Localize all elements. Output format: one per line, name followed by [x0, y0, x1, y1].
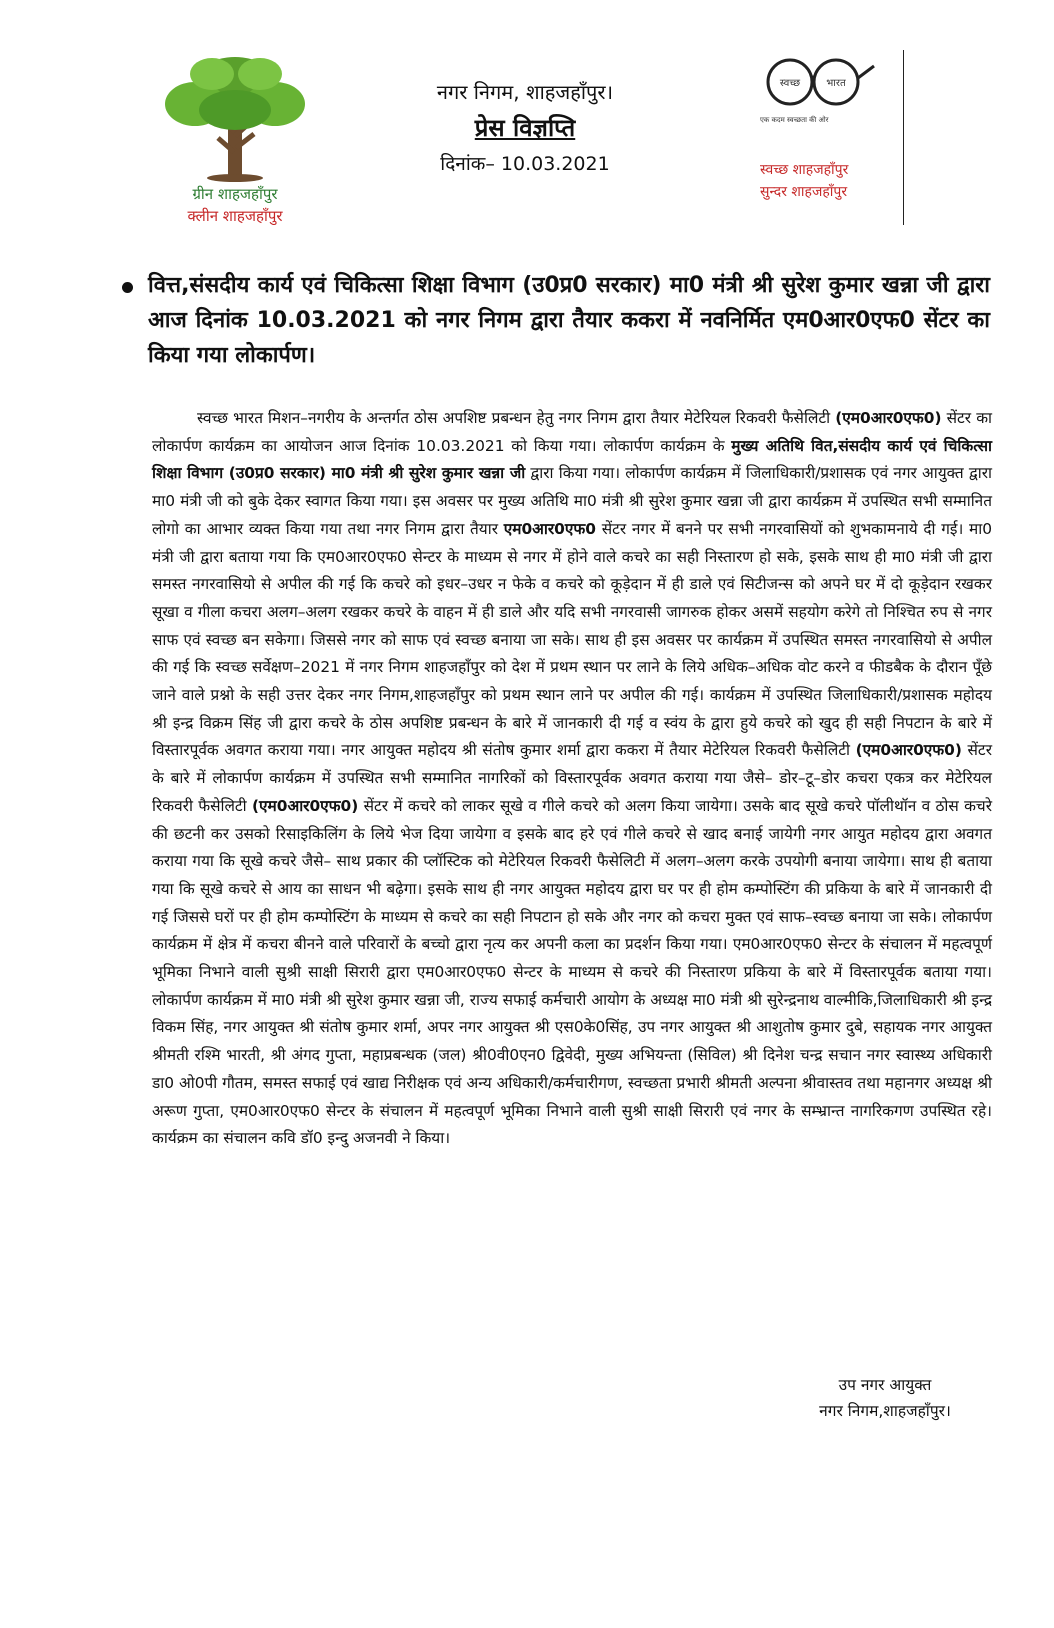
document-date: दिनांक– 10.03.2021: [440, 153, 610, 175]
body-bold-2: मुख्य अतिथि वित,संसदीय कार्य एवं चिकित्सा शिक्षा विभाग (उ0प्र0 सरकार) मा0 मंत्री श्री सुरेश कुमार खन्ना जी: [152, 436, 992, 483]
body-text-1: स्वच्छ भारत मिशन–नगरीय के अन्तर्गत ठोस अपशिष्ट प्रबन्धन हेतु नगर निगम द्वारा तैयार मेटेरियल रिकवरी फैसेलिटी: [197, 409, 836, 427]
body-text-2: सेंटर का लोकार्पण कार्यक्रम का आयोजन आज दिनांक 10.03.2021 को किया गया। लोकार्पण कार्यक्रम के: [152, 409, 992, 455]
glasses-left-label: स्वच्छ: [779, 78, 801, 89]
green-logo-line1: ग्रीन शाहजहाँपुर: [192, 185, 278, 203]
header-vertical-rule: [903, 50, 904, 225]
swachh-tagline: एक कदम स्वच्छता की ओर: [760, 116, 829, 124]
swachh-line2: सुन्दर शाहजहाँपुर: [760, 184, 848, 200]
body-text-3: द्वारा किया गया। लोकार्पण कार्यक्रम में जिलाधिकारी/प्रशासक एवं नगर आयुक्त द्वारा मा0 मंत्री जी को बुके देकर स्वागत किया गया। इस अवसर पर मुख्य अतिथि मा0 मंत्री श्री सुरेश कुमार खन्ना जी द्वारा कार्यक्रम में उपस्थित सभी सम्मानित लोगो का आभार व्यक्त किया गया तथा नगर निगम द्वारा तैयार: [152, 464, 992, 538]
body-bold-5: (एम0आर0एफ0): [251, 796, 359, 815]
headline: वित्त,संसदीय कार्य एवं चिकित्सा शिक्षा विभाग (उ0प्र0 सरकार) मा0 मंत्री श्री सुरेश कुमार खन्ना जी द्वारा आज दिनांक 10.03.2021 को नगर निगम द्वारा तैयार ककरा में नवनिर्मित एम0आर0एफ0 सेंटर का किया गया लोकार्पण।: [148, 273, 990, 368]
document-title: प्रेस विज्ञप्ति: [474, 114, 576, 142]
glasses-right-label: भारत: [826, 78, 846, 89]
tree-icon: [160, 52, 310, 182]
swachh-bharat-logo: [760, 52, 880, 222]
swachh-line1: स्वच्छ शाहजहाँपुर: [760, 162, 849, 178]
bullet-icon: [122, 282, 133, 293]
organization-name: नगर निगम, शाहजहाँपुर।: [436, 80, 614, 104]
body-text-6: सेंटर में कचरे को लाकर सूखे व गीले कचरे को अलग किया जायेगा। उसके बाद सूखे कचरे पॉलीथॉन व ठोस कचरे की छटनी कर उसको रिसाइकिलिंग के लिये भेज दिया जायेगा व इसके बाद हरे एवं गीले कचरे से खाद बनाई जायेगी नगर आयुत महोदय द्वारा अवगत कराया गया कि सूखे कचरे जैसे– साथ प्रकार की प्लॉस्टिक को मेटेरियल रिकवरी फैसेलिटी में अलग–अलग करके उपयोगी बनाया जायेगा। साथ ही बताया गया कि सूखे कचरे से आय का साधन भी बढ़ेगा। इसके साथ ही नगर आयुक्त महोदय द्वारा घर पर ही होम कम्पोस्टिंग की प्रकिया के बारे में जानकारी दी गई जिससे घरों पर ही होम कम्पोस्टिंग के माध्यम से कचरे का सही निपटान हो सके और नगर को कचरा मुक्त एवं साफ–स्वच्छ बनाया जा सके। लोकार्पण कार्यक्रम में क्षेत्र में कचरा बीनने वाले परिवारों के बच्चो द्वारा नृत्य कर अपनी कला का प्रदर्शन किया गया। एम0आर0एफ0 सेन्टर के संचालन में महत्वपूर्ण भूमिका निभाने वाली सुश्री साक्षी सिरारी द्वारा एम0आर0एफ0 सेन्टर के माध्यम से कचरे की निस्तारण प्रकिया के बारे में विस्तारपूर्वक बताया गया। लोकार्पण कार्यक्रम में मा0 मंत्री श्री सुरेश कुमार खन्ना जी, राज्य सफाई कर्मचारी आयोग के अध्यक्ष मा0 मंत्री श्री सुरेन्द्रनाथ वाल्मीकि,जिलाधिकारी श्री इन्द्र विकम सिंह, नगर आयुक्त श्री संतोष कुमार शर्मा, अपर नगर आयुक्त श्री एस0के0सिंह, उप नगर आयुक्त श्री आशुतोष कुमार दुबे, सहायक नगर आयुक्त श्रीमती रश्मि भारती, श्री अंगद गुप्ता, महाप्रबन्धक (जल) श्री0वी0एन0 द्विवेदी, मुख्य अभियन्ता (सिविल) श्री दिनेश चन्द्र सचान नगर स्वास्थ्य अधिकारी डा0 ओ0पी गौतम, समस्त सफाई एवं खाद्य निरीक्षक एवं अन्य अधिकारी/कर्मचारीगण, स्वच्छता प्रभारी श्रीमती अल्पना श्रीवास्तव तथा महानगर अध्यक्ष श्री अरूण गुप्ता, एम0आर0एफ0 सेन्टर के संचालन में महत्वपूर्ण भूमिका निभाने वाली सुश्री साक्षी सिरारी एवं नगर के सम्भ्रान्त नागरिकगण उपस्थित रहे। कार्यक्रम का संचालन कवि डॉ0 इन्दु अजनवी ने किया।: [152, 796, 992, 1148]
green-logo-line2: क्लीन शाहजहाँपुर: [187, 207, 283, 225]
body-bold-1: (एम0आर0एफ0): [835, 409, 942, 427]
body-text-5: सेंटर के बारे में लोकार्पण कार्यक्रम में उपस्थित सभी सम्मानित नागरिकों को विस्तारपूर्वक अवगत कराया गया जैसे– डोर–टू–डोर कचरा एकत्र कर मेटेरियल रिकवरी फैसेलिटी: [152, 741, 992, 815]
body-text-4: सेंटर नगर में बनने पर सभी नगरवासियों को शुभकामनाये दी गई। मा0 मंत्री जी द्वारा बताया गया कि एम0आर0एफ0 सेन्टर के माध्यम से नगर में होने वाले कचरे का सही निस्तारण हो सके, इसके साथ ही मा0 मंत्री जी द्वारा समस्त नगरवासियो से अपील की गई कि कचरे को इधर–उधर न फेके व कचरे को कूड़ेदान में ही डाले एवं सिटीजन्स को अपने घर में दो कूड़ेदान रखकर सूखा व गीला कचरा अलग–अलग रखकर कचरे के वाहन में ही डाले और यदि सभी नगरवासी जागरुक होकर असमें सहयोग करेगे तो निश्चित रुप से नगर साफ एवं स्वच्छ बन सकेगा। जिससे नगर को साफ एवं स्वच्छ बनाया जा सके। साथ ही इस अवसर पर कार्यक्रम में उपस्थित समस्त नगरवासियो से अपील की गई कि स्वच्छ सर्वेक्षण–2021 में नगर निगम शाहजहाँपुर को देश में प्रथम स्थान पर लाने के लिये अधिक–अधिक वोट करने व फीडबैक के दौरान पूँछे जाने वाले प्रश्नो के सही उत्तर देकर नगर निगम,शाहजहाँपुर को प्रथम स्थान लाने पर अपील की गई। कार्यक्रम में उपस्थित जिलाधिकारी/प्रशासक महोदय श्री इन्द्र विक्रम सिंह जी द्वारा कचरे के ठोस अपशिष्ट प्रबन्धन के बारे में जानकारी दी गई व स्वंय के द्वारा हुये कचरे को खुद ही सही निपटान के बारे में विस्तारपूर्वक अवगत कराया गया। नगर आयुक्त महोदय श्री संतोष कुमार शर्मा द्वारा ककरा में तैयार मेटेरियल रिकवरी फैसेलिटी: [152, 519, 992, 760]
swachh-bharat-glasses-icon: [760, 52, 880, 114]
green-shahjahanpur-logo: [150, 52, 320, 227]
body-paragraph: [152, 405, 992, 1153]
body-bold-4: (एम0आर0एफ0): [855, 741, 962, 760]
signature-block: [795, 1372, 975, 1424]
signature-designation: उप नगर आयुक्त: [838, 1376, 932, 1394]
body-bold-3: एम0आर0एफ0: [503, 519, 596, 538]
document-header: [380, 78, 670, 176]
signature-office: नगर निगम,शाहजहाँपुर।: [819, 1402, 951, 1420]
